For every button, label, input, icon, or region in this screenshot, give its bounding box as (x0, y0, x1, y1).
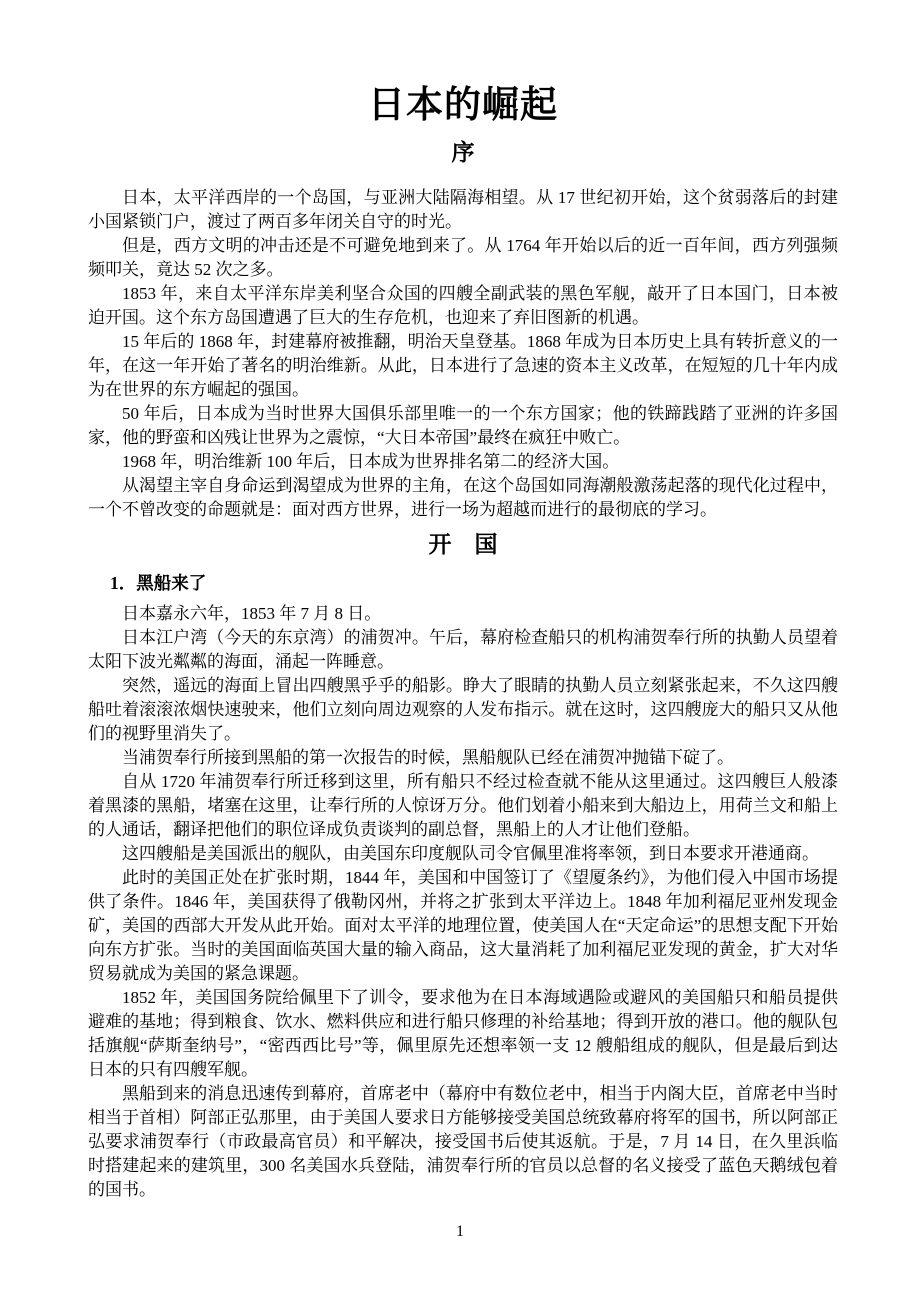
preface-paragraph: 50 年后，日本成为当时世界大国俱乐部里唯一的一个东方国家；他的铁蹄践踏了亚洲的许多国家，他的野蛮和凶残让世界为之震惊，“大日本帝国”最终在疯狂中败亡。 (88, 403, 838, 447)
section-heading-preface: 序 (451, 139, 475, 165)
opening-paragraph: 此时的美国正处在扩张时期，1844 年，美国和中国签订了《望厦条约》，为他们侵入中国市场提供了条件。1846 年，美国获得了俄勒冈州，并将之扩张到太平洋边上。1848 年加利福尼亚州发现金矿，美国的西部大开发从此开始。面对太平洋的地理位置，使美国人在“天定命运”的思想支配下开始向东方扩张。当时的美国面临英国大量的输入商品，这大量消耗了加利福尼亚发现的黄金，扩大对华贸易就成为美国的紧急课题。 (88, 868, 838, 984)
doc-title: 日本的崛起 (368, 84, 558, 125)
preface-paragraph: 从渴望主宰自身命运到渴望成为世界的主角，在这个岛国如同海潮般激荡起落的现代化过程中，一个不曾改变的命题就是：面对西方世界，进行一场为超越而进行的最彻底的学习。 (88, 475, 838, 519)
opening-paragraph: 自从 1720 年浦贺奉行所迁移到这里，所有船只不经过检查就不能从这里通过。这四艘巨人般漆着黑漆的黑船，堵塞在这里，让奉行所的人惊讶万分。他们划着小船来到大船边上，用荷兰文和船上的人通话，翻译把他们的职位译成负责谈判的副总督，黑船上的人才让他们登船。 (88, 772, 838, 840)
section-heading-opening: 开 国 (428, 531, 498, 557)
opening-paragraph: 这四艘船是美国派出的舰队，由美国东印度舰队司令官佩里准将率领，到日本要求开港通商。 (122, 844, 819, 864)
preface-paragraph: 1853 年，来自太平洋东岸美利坚合众国的四艘全副武装的黑色军舰，敲开了日本国门，日本被迫开国。这个东方岛国遭遇了巨大的生存危机，也迎来了弃旧图新的机遇。 (88, 283, 838, 327)
opening-paragraph: 日本嘉永六年，1853 年 7 月 8 日。 (122, 604, 382, 624)
opening-paragraph: 日本江户湾（今天的东京湾）的浦贺冲。午后，幕府检查船只的机构浦贺奉行所的执勤人员望着太阳下波光粼粼的海面，涌起一阵睡意。 (88, 628, 838, 672)
opening-paragraph: 突然，遥远的海面上冒出四艘黑乎乎的船影。睁大了眼睛的执勤人员立刻紧张起来，不久这四艘船吐着滚滚浓烟快速驶来，他们立刻向周边观察的人发布指示。就在这时，这四艘庞大的船只又从他们的视野里消失了。 (88, 676, 838, 744)
opening-paragraph: 黑船到来的消息迅速传到幕府，首席老中（幕府中有数位老中，相当于内阁大臣，首席老中当时相当于首相）阿部正弘那里，由于美国人要求日方能够接受美国总统致幕府将军的国书，所以阿部正弘要求浦贺奉行（市政最高官员）和平解决，接受国书后使其返航。于是，7 月 14 日，在久里浜临时搭建起来的建筑里，300 名美国水兵登陆，浦贺奉行所的官员以总督的名义接受了蓝色天鹅绒包着的国书。 (88, 1084, 838, 1200)
preface-paragraph: 日本，太平洋西岸的一个岛国，与亚洲大陆隔海相望。从 17 世纪初开始，这个贫弱落后的封建小国紧锁门户，渡过了两百多年闭关自守的时光。 (88, 187, 838, 231)
opening-paragraph: 1852 年，美国国务院给佩里下了训令，要求他为在日本海域遇险或避风的美国船只和船员提供避难的基地；得到粮食、饮水、燃料供应和进行船只修理的补给基地；得到开放的港口。他的舰队包括旗舰“萨斯奎纳号”，“密西西比号”等，佩里原先还想率领一支 12 艘船组成的舰队，但是最后到达日本的只有四艘军舰。 (88, 988, 838, 1080)
preface-paragraph: 15 年后的 1868 年，封建幕府被推翻，明治天皇登基。1868 年成为日本历史上具有转折意义的一年，在这一年开始了著名的明治维新。从此，日本进行了急速的资本主义改革，在短短的几十年内成为在世界的东方崛起的强国。 (88, 331, 838, 399)
opening-paragraph: 当浦贺奉行所接到黑船的第一次报告的时候，黑船舰队已经在浦贺冲抛锚下碇了。 (122, 748, 734, 768)
preface-paragraph: 1968 年，明治维新 100 年后，日本成为世界排名第二的经济大国。 (122, 451, 620, 471)
subsection-heading-black-ships: 1．黑船来了 (110, 573, 207, 594)
preface-paragraph: 但是，西方文明的冲击还是不可避免地到来了。从 1764 年开始以后的近一百年间，西方列强频频叩关，竟达 52 次之多。 (88, 235, 838, 279)
page-number: 1 (456, 1223, 464, 1240)
